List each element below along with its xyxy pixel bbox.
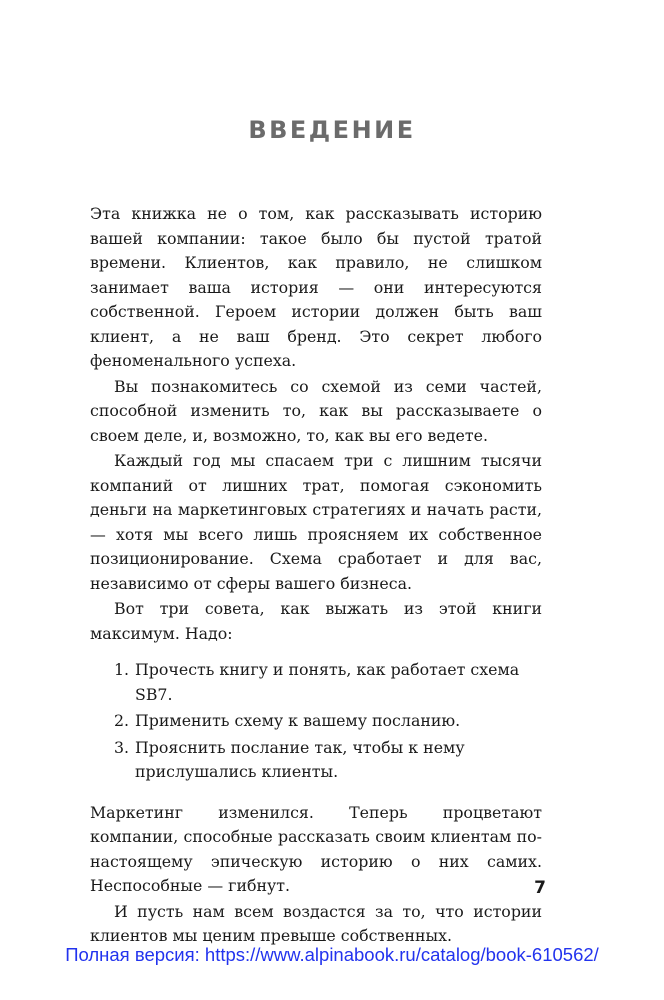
chapter-title: ВВЕДЕНИЕ (248, 116, 416, 144)
list-item (90, 736, 542, 785)
paragraph: Маркетинг изменился. Теперь процветают компании, способные рассказать своим клиентам по-настоящему эпическую историю о них самих. Неспособные — гибнут. (90, 802, 542, 895)
paragraph: Каждый год мы спасаем три с лишним тысячи компаний от лишних трат, помогая сэкономить деньги на маркетинговых стратегиях и начать расти, — хотя мы всего лишь проясняем их собственное позиционирование. Схема сработает и для вас, независимо от сферы вашего бизнеса. (90, 451, 542, 593)
list-item-number: 3. (114, 737, 130, 757)
list-item-text: Применить схему к вашему посланию. (135, 711, 461, 730)
body-text (90, 202, 542, 949)
list-item-number: 1. (114, 660, 130, 679)
full-version-link[interactable]: Полная версия: https://www.alpinabook.ru/catalog/book-610562/ (65, 944, 599, 965)
list-item-text: Прояснить послание так, чтобы к нему прислушались клиенты. (135, 737, 465, 781)
list-item (90, 658, 542, 707)
list-item-text: Прочесть книгу и понять, как работает схема SB7. (135, 660, 520, 704)
paragraph: И пусть нам всем воздастся за то, что истории клиентов мы ценим превыше собственных. (90, 901, 542, 945)
paragraph: Эта книжка не о том, как рассказывать историю вашей компании: такое было бы пустой тратой времени. Клиентов, как правило, не слишком занимает ваша история — они интересуются собственной. Героем истории должен быть ваш клиент, а не ваш бренд. Это секрет любого феноменального успеха. (90, 204, 542, 370)
list-item-number: 2. (114, 711, 130, 730)
paragraph: Вы познакомитесь со схемой из семи частей, способной изменить то, как вы рассказываете о своем деле, и, возможно, то, как вы его ведете. (90, 376, 542, 445)
paragraph: Вот три совета, как выжать из этой книги максимум. Надо: (90, 599, 542, 643)
page-number: 7 (534, 878, 546, 898)
numbered-list (90, 658, 542, 785)
list-item (90, 709, 542, 734)
